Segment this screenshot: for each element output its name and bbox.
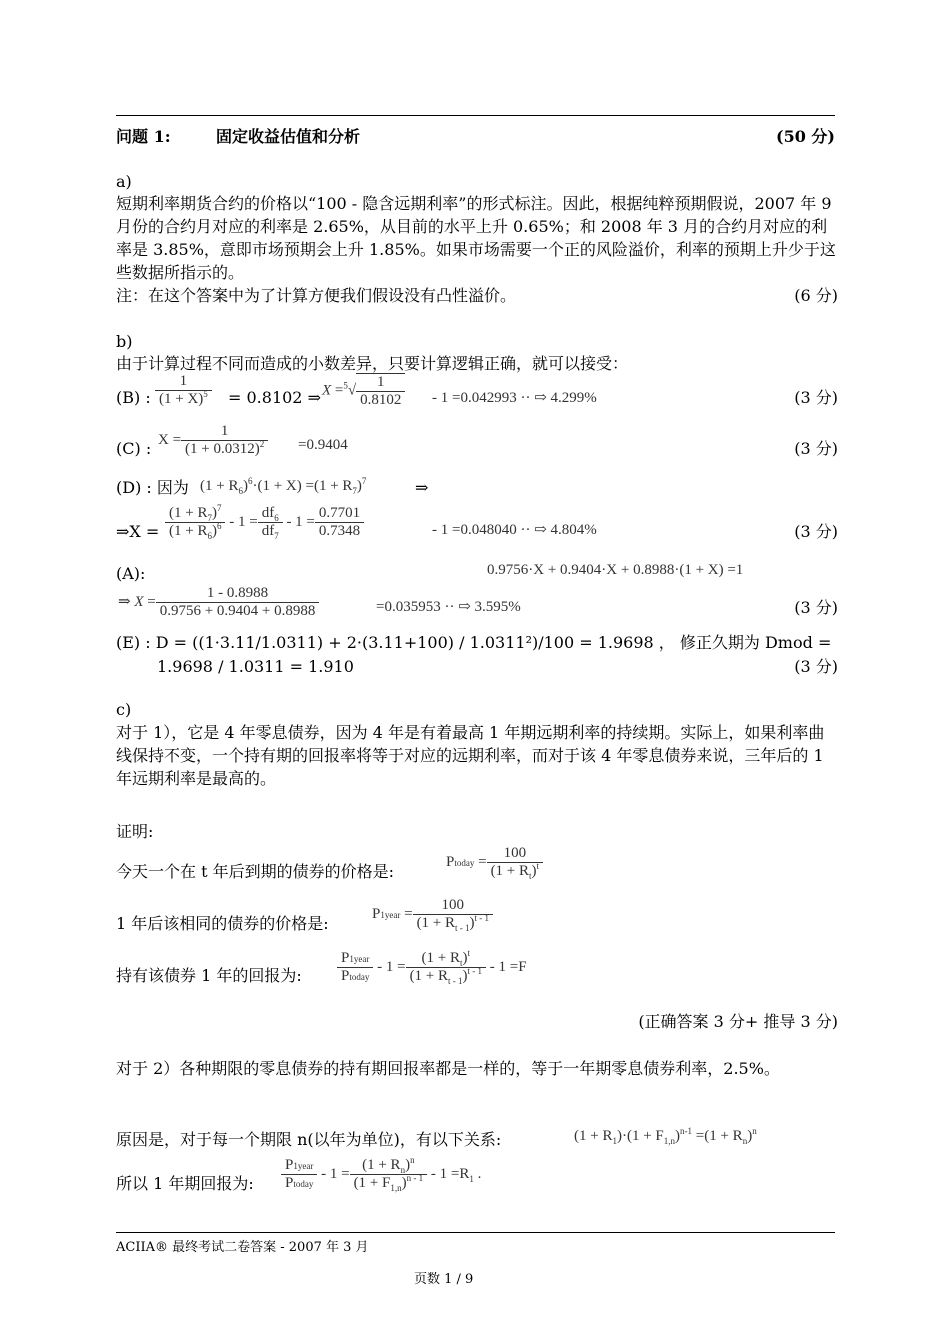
b-result: - 1 =0.042993 ·· ⇨ 4.299% [432,390,597,406]
reason-line: 原因是，对于每一个期限 n(以年为单位)，有以下关系: [116,1130,502,1149]
section-a-note: 注：在这个答案中为了计算方便我们假设没有凸性溢价。 [116,286,517,305]
b-formula-fraction: $\frac{1}{(1 + X)^5}$ [155,373,212,408]
a2-result: =0.035953 ·· ⇨ 3.595% [376,599,521,615]
d2-points: (3 分) [794,522,838,541]
top-rule [116,115,835,116]
e-line-2: 1.9698 / 1.0311 = 1.910 [157,657,354,676]
a-equation: 0.9756·X + 0.9404·X + 0.8988·(1 + X) =1 [487,562,744,578]
a-label: (A): [116,564,146,583]
question-title: 固定收益估值和分析 [216,127,361,146]
section-c-text-2: 对于 2）各种期限的零息债券的持有期回报率都是一样的，等于一年期零息债券利率，2.5%。 [116,1059,780,1078]
d-label: (D) : 因为 [116,478,189,497]
question-number: 问题 1: [116,127,171,146]
b-label: (B) : [116,388,151,407]
bottom-rule [116,1232,835,1233]
c-result: =0.9404 [298,437,348,453]
d-relation: $(1 + R_6)^6\cdot(1 + X) =(1 + R_7)^7$ [200,476,367,496]
section-a-points: (6 分) [794,286,838,305]
b-equation: = 0.8102 ⇒ [228,388,321,407]
d2-label: ⇒X = [116,522,160,541]
question-points: (50 分) [776,127,835,146]
d-implies: ⇒ [415,478,429,497]
proof-line-1: 今天一个在 t 年后到期的债券的价格是: [116,862,394,881]
a2-points: (3 分) [794,598,838,617]
proof-label: 证明: [116,822,154,841]
c-label: (C) : [116,439,152,458]
d2-result: - 1 =0.048040 ·· ⇨ 4.804% [432,522,597,538]
final-line: 所以 1 年期回报为: [116,1174,254,1193]
proof-line-2: 1 年后该相同的债券的价格是: [116,914,329,933]
proof-points: (正确答案 3 分+ 推导 3 分) [638,1012,838,1031]
proof-formula-2: P1year = $\frac{100}{(1 + R_{t - 1})^{t - 1}}$ [372,897,493,932]
c-points: (3 分) [794,439,838,458]
section-c-label: c) [116,700,132,719]
section-a-label: a) [116,172,132,191]
proof-formula-1: Ptoday = $\frac{100}{(1 + R_t)^t}$ [446,845,543,880]
d2-formula: $\frac{(1 + R_7)^7}{(1 + R_6)^6}$ - 1 = $\frac{df_6}{df_7}$ - 1 = $\frac{0.7701}{0.7348}$ [165,505,364,540]
footer-left: ACIIA® 最终考试二卷答案 - 2007 年 3 月 [116,1240,369,1255]
section-b-intro: 由于计算过程不同而造成的小数差异，只要计算逻辑正确，就可以接受： [116,354,629,373]
section-b-label: b) [116,332,133,351]
reason-formula: $(1 + R_1)\cdot(1 + F_{1,n})^{n-1} =(1 + R_n)^n$ [574,1126,757,1146]
e-points: (3 分) [794,657,838,676]
final-formula: $\frac{\text{P1year}}{\text{Ptoday}}$ - 1 = $\frac{(1 + R_n)^n}{(1 + F_{1,n})^{n - 1}}$ - $1 =R_1$ . [281,1157,481,1192]
b-root-formula: X =$^5$√ $\frac{1}{0.8102}$ [322,373,405,409]
proof-formula-3: $\frac{\text{P1year}}{\text{Ptoday}}$ - 1 = $\frac{(1 + R_t)^t}{(1 + R_{t - 1})^{t - 1}}$ - 1 =F [337,950,527,985]
page-number: 页数 1 / 9 [414,1272,474,1287]
a2-formula: ⇒ X = $\frac{1 - 0.8988}{0.9756 + 0.9404 + 0.8988}$ [118,585,319,620]
b-points: (3 分) [794,388,838,407]
c-formula: X = $\frac{1}{(1 + 0.0312)^2}$ [158,423,268,458]
section-a-text: 短期利率期货合约的价格以“100 - 隐含远期利率”的形式标注。因此，根据纯粹预期假说，2007 年 9 月份的合约月对应的利率是 2.65%，从目前的水平上升 0.65%；和 2008 年 3 月的合约月对应的利率是 3.85%，意即市场预期会上升 1.85%。如果市场需要一个正的风险溢价，利率的预期上升少于这些数据所指示的。 [116,194,836,282]
e-line-1: (E) : D = ((1·3.11/1.0311) + 2·(3.11+100) / 1.0311²)/100 = 1.9698 ， 修正久期为 Dmod = [116,633,832,652]
section-c-text: 对于 1），它是 4 年零息债券，因为 4 年是有着最高 1 年期远期利率的持续期。实际上，如果利率曲线保持不变，一个持有期的回报率将等于对应的远期利率，而对于该 4 年零息债券来说，三年后的 1 年远期利率是最高的。 [116,723,825,788]
proof-line-3: 持有该债券 1 年的回报为: [116,966,302,985]
